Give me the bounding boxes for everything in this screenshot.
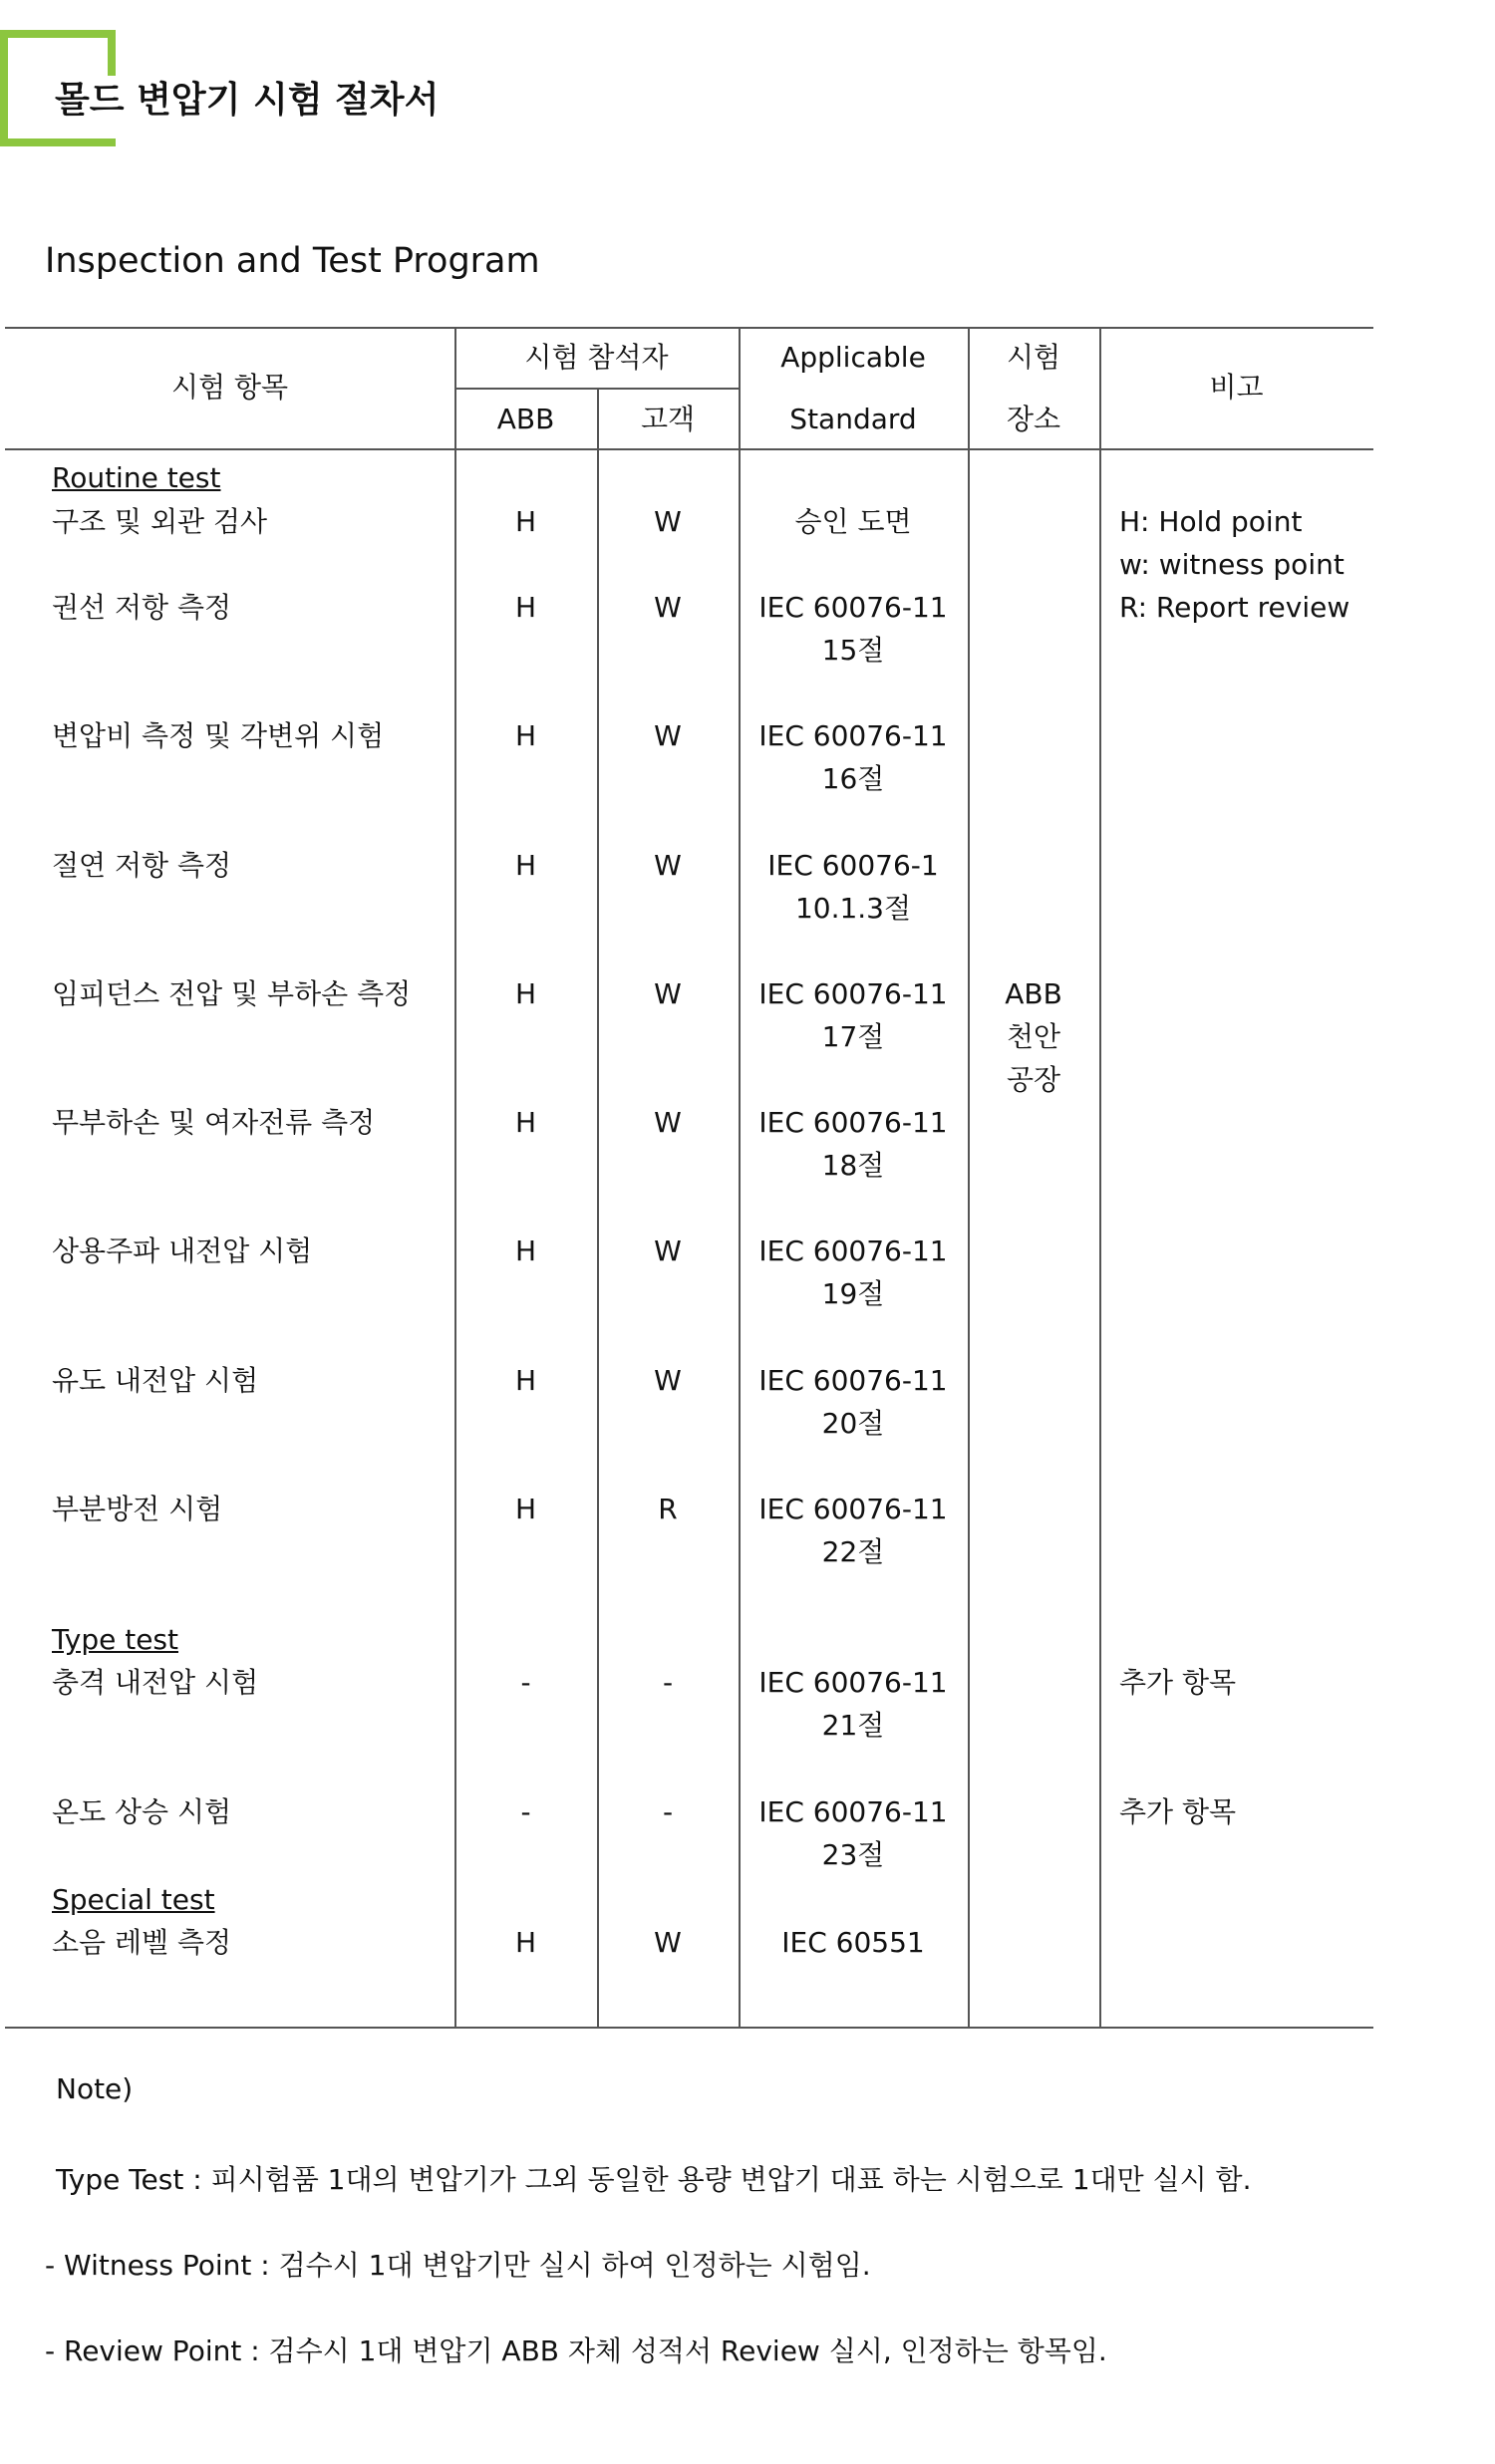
row-customer: - <box>662 1666 674 1699</box>
row-standard-clause: 21절 <box>821 1709 885 1742</box>
header-remarks: 비고 <box>1209 371 1264 404</box>
row-item: 임피던스 전압 및 부하손 측정 <box>52 977 412 1010</box>
row-abb: H <box>514 977 537 1010</box>
legend-witness-point: w: witness point <box>1119 548 1345 581</box>
row-standard: IEC 60076-11 <box>758 1795 948 1828</box>
row-item: 구조 및 외관 검사 <box>52 505 268 538</box>
column-divider <box>597 388 599 2029</box>
row-standard: 승인 도면 <box>794 505 912 538</box>
row-customer: W <box>654 719 682 752</box>
row-item: 권선 저항 측정 <box>52 591 232 624</box>
header-customer: 고객 <box>640 403 696 435</box>
note-type-test: Type Test : 피시험품 1대의 변압기가 그외 동일한 용량 변압기 대표 하는 시험으로 1대만 실시 함. <box>56 2163 1252 2196</box>
row-abb: H <box>514 719 537 752</box>
note-witness-point: - Witness Point : 검수시 1대 변압기만 실시 하여 인정하는 시험임. <box>45 2249 871 2282</box>
row-standard: IEC 60076-11 <box>758 1234 948 1267</box>
row-remark: 추가 항목 <box>1119 1795 1237 1828</box>
row-abb: - <box>520 1666 531 1699</box>
row-standard-clause: 16절 <box>821 762 885 795</box>
row-standard: IEC 60551 <box>781 1926 925 1959</box>
header-bottom-border <box>5 448 1373 450</box>
row-standard: IEC 60076-11 <box>758 1364 948 1397</box>
column-divider <box>454 327 456 2029</box>
table-top-border <box>5 327 1373 329</box>
row-customer: W <box>654 505 682 538</box>
row-customer: W <box>654 1926 682 1959</box>
row-standard-clause: 15절 <box>821 634 885 667</box>
row-abb: - <box>520 1795 531 1828</box>
row-item: 변압비 측정 및 각변위 시험 <box>52 719 385 752</box>
row-remark: 추가 항목 <box>1119 1666 1237 1699</box>
row-customer: - <box>662 1795 674 1828</box>
row-abb: H <box>514 1234 537 1267</box>
row-item: 유도 내전압 시험 <box>52 1364 259 1397</box>
column-divider <box>968 327 970 2029</box>
row-customer: W <box>654 977 682 1010</box>
row-item: 온도 상승 시험 <box>52 1795 232 1828</box>
test-location-line2: 천안 <box>1006 1020 1061 1053</box>
row-item: 충격 내전압 시험 <box>52 1666 259 1699</box>
row-abb: H <box>514 1493 537 1525</box>
title-accent-stub <box>108 30 116 76</box>
title-accent-stub <box>108 138 116 146</box>
row-abb: H <box>514 591 537 624</box>
row-standard: IEC 60076-1 <box>767 849 939 882</box>
note-review-point: - Review Point : 검수시 1대 변압기 ABB 자체 성적서 Review 실시, 인정하는 항목임. <box>45 2334 1107 2367</box>
row-abb: H <box>514 1926 537 1959</box>
section-special-test: Special test <box>52 1883 215 1916</box>
row-customer: W <box>654 1106 682 1139</box>
legend-report-review: R: Report review <box>1119 591 1350 624</box>
row-customer: R <box>658 1493 678 1525</box>
row-customer: W <box>654 849 682 882</box>
test-location-line1: ABB <box>1005 977 1062 1010</box>
test-location-line3: 공장 <box>1006 1063 1061 1096</box>
row-item: 절연 저항 측정 <box>52 849 232 882</box>
row-standard: IEC 60076-11 <box>758 1666 948 1699</box>
header-location-line2: 장소 <box>1006 403 1061 435</box>
notes-heading: Note) <box>56 2072 134 2105</box>
row-standard: IEC 60076-11 <box>758 1493 948 1525</box>
row-standard-clause: 10.1.3절 <box>794 892 912 925</box>
header-abb: ABB <box>496 403 555 435</box>
page-title: 몰드 변압기 시험 절차서 <box>55 80 440 121</box>
row-abb: H <box>514 1106 537 1139</box>
row-item: 상용주파 내전압 시험 <box>52 1234 313 1267</box>
row-standard: IEC 60076-11 <box>758 591 948 624</box>
header-standard-line1: Applicable <box>780 341 926 374</box>
row-abb: H <box>514 505 537 538</box>
row-item: 부분방전 시험 <box>52 1493 223 1525</box>
section-type-test: Type test <box>52 1623 178 1656</box>
row-standard-clause: 19절 <box>821 1277 885 1310</box>
row-customer: W <box>654 1364 682 1397</box>
row-item: 무부하손 및 여자전류 측정 <box>52 1106 376 1139</box>
row-customer: W <box>654 591 682 624</box>
row-standard-clause: 18절 <box>821 1149 885 1182</box>
header-standard-line2: Standard <box>789 403 917 435</box>
table-bottom-border <box>5 2027 1373 2029</box>
row-standard: IEC 60076-11 <box>758 1106 948 1139</box>
page-subtitle: Inspection and Test Program <box>45 241 540 281</box>
column-divider <box>1099 327 1101 2029</box>
header-attendees: 시험 참석자 <box>524 341 669 374</box>
row-standard: IEC 60076-11 <box>758 719 948 752</box>
header-location-line1: 시험 <box>1006 341 1061 374</box>
row-standard-clause: 20절 <box>821 1407 885 1440</box>
row-abb: H <box>514 849 537 882</box>
header-test-item: 시험 항목 <box>170 371 289 404</box>
row-standard-clause: 23절 <box>821 1838 885 1871</box>
legend-hold-point: H: Hold point <box>1119 505 1303 538</box>
title-block <box>0 30 598 154</box>
row-standard-clause: 22절 <box>821 1535 885 1568</box>
row-customer: W <box>654 1234 682 1267</box>
row-standard: IEC 60076-11 <box>758 977 948 1010</box>
row-item: 소음 레벨 측정 <box>52 1926 232 1959</box>
row-abb: H <box>514 1364 537 1397</box>
section-routine-test: Routine test <box>52 461 221 494</box>
inspection-test-table <box>5 327 1373 2029</box>
row-standard-clause: 17절 <box>821 1020 885 1053</box>
